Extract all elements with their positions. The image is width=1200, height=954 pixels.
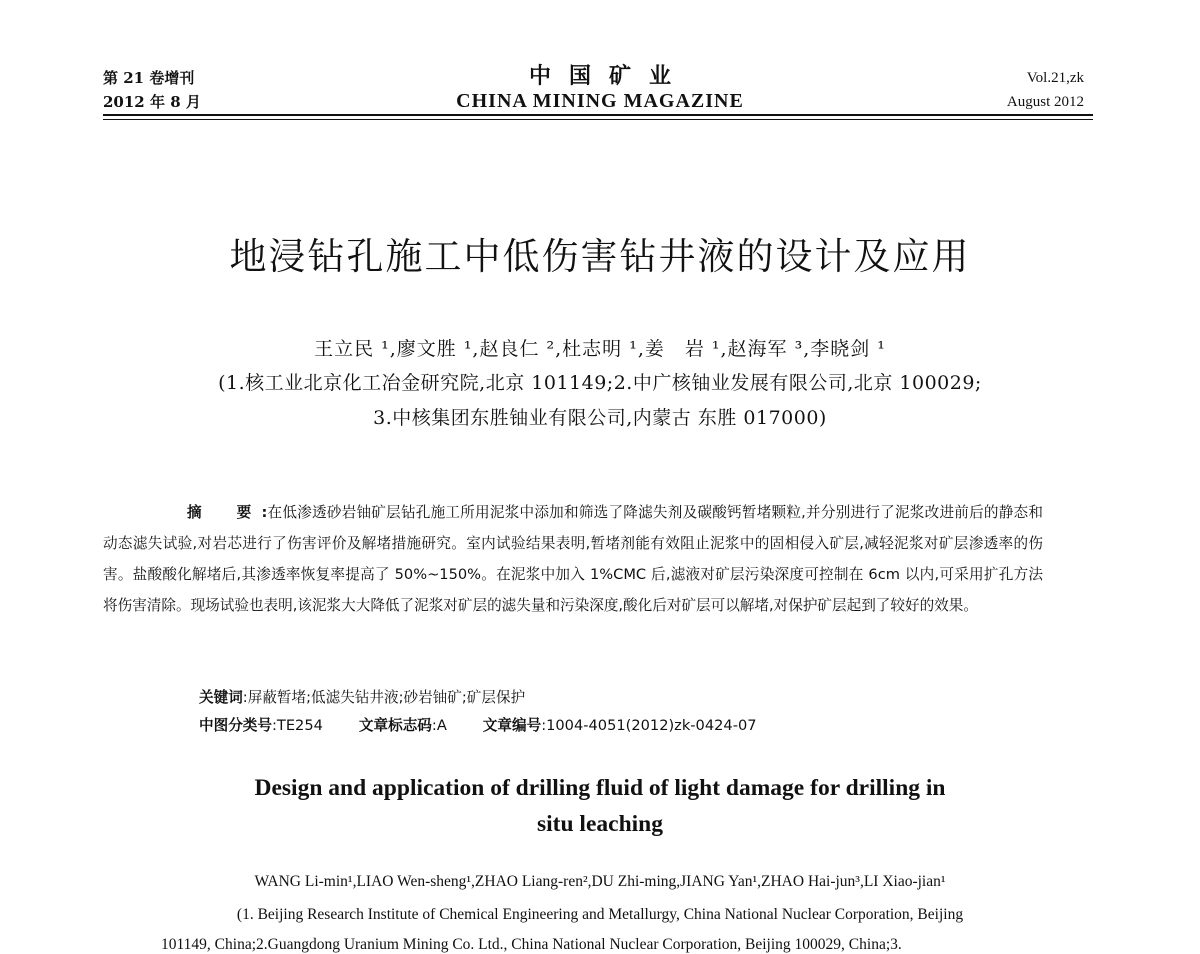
- doc-code-value: A: [436, 717, 447, 734]
- abstract-text: 在低渗透砂岩铀矿层钻孔施工所用泥浆中添加和筛选了降滤失剂及碳酸钙暂堵颗粒,并分别进行了泥浆改进前后的静态和动态滤失试验,对岩芯进行了伤害评价及解堵措施研究。室内试验结果表明,暂堵剂能有效阻止泥浆中的固相侵入矿层,减轻泥浆对矿层渗透率的伤害。盐酸酸化解堵后,其渗透率恢复率提高了 50%~150%。在泥浆中加入 1%CMC 后,滤液对矿层污染深度可控制在 6cm 以内,可采用扩孔方法将伤害清除。现场试验也表明,该泥浆大大降低了泥浆对矿层的滤失量和污染深度,酸化后对矿层可以解堵,对保护矿层起到了较好的效果。: [103, 504, 1043, 614]
- clc-value: TE254: [276, 717, 323, 734]
- volume-issue-en: Vol.21,zk: [1026, 70, 1084, 86]
- volume-issue-cn: 第 21 卷增刊: [103, 69, 195, 87]
- abstract-label: 摘 要: [187, 504, 262, 521]
- abstract-cn: 摘 要:在低渗透砂岩铀矿层钻孔施工所用泥浆中添加和筛选了降滤失剂及碳酸钙暂堵颗粒,并分别进行了泥浆改进前后的静态和动态滤失试验,对岩芯进行了伤害评价及解堵措施研究。室内试验结果表明,暂堵剂能有效阻止泥浆中的固相侵入矿层,减轻泥浆对矿层渗透率的伤害。盐酸酸化解堵后,其渗透率恢复率提高了 50%~150%。在泥浆中加入 1%CMC 后,滤液对矿层污染深度可控制在 6cm 以内,可采用扩孔方法将伤害清除。现场试验也表明,该泥浆大大降低了泥浆对矿层的滤失量和污染深度,酸化后对矿层可以解堵,对保护矿层起到了较好的效果。: [103, 504, 1043, 614]
- title-en-line2: situ leaching: [536, 811, 663, 837]
- paper-title-en: [0, 770, 1200, 842]
- keywords-text: 屏蔽暂堵;低滤失钻井液;砂岩铀矿;矿层保护: [247, 689, 526, 706]
- article-id-label: 文章编号: [482, 717, 542, 734]
- paper-title-cn: 地浸钻孔施工中低伤害钻井液的设计及应用: [229, 235, 971, 278]
- doc-code-label: 文章标志码: [358, 717, 432, 734]
- journal-name-en: CHINA MINING MAGAZINE: [456, 90, 744, 112]
- authors-cn: 王立民 ¹,廖文胜 ¹,赵良仁 ²,杜志明 ¹,姜 岩 ¹,赵海军 ³,李晓剑 ¹: [314, 338, 886, 360]
- header-rule-thin: [103, 119, 1093, 120]
- classification-line: 中图分类号:TE254 文章标志码:A 文章编号:1004-4051(2012)zk-0424-07: [199, 717, 757, 734]
- authors-en: WANG Li-min¹,LIAO Wen-sheng¹,ZHAO Liang-ren²,DU Zhi-ming,JIANG Yan¹,ZHAO Hai-jun³,LI Xiao-jian¹: [254, 873, 946, 890]
- title-en-line1: Design and application of drilling fluid of light damage for drilling in: [254, 775, 946, 801]
- affiliation-en-line1: (1. Beijing Research Institute of Chemical Engineering and Metallurgy, China National Nuclear Corporation, Beijing: [236, 906, 964, 923]
- affiliation-cn-line2: 3.中核集团东胜铀业有限公司,内蒙古 东胜 017000): [373, 407, 827, 429]
- journal-name-cn: 中国矿业: [528, 63, 689, 89]
- date-cn: 2012 年 8 月: [103, 93, 201, 111]
- clc-label: 中图分类号: [199, 717, 272, 734]
- article-id-value: 1004-4051(2012)zk-0424-07: [546, 717, 757, 734]
- keywords-label: 关键词: [199, 689, 243, 706]
- date-en: August 2012: [1006, 94, 1084, 110]
- keywords-cn: 关键词:屏蔽暂堵;低滤失钻井液;砂岩铀矿;矿层保护: [199, 689, 526, 706]
- affiliation-cn-line1: (1.核工业北京化工冶金研究院,北京 101149;2.中广核铀业发展有限公司,北京 100029;: [218, 372, 982, 394]
- header-rule-thick: [103, 114, 1093, 116]
- affiliation-en-line2: 101149, China;2.Guangdong Uranium Mining Co. Ltd., China National Nuclear Corporation, Beijing 100029, China;3.: [161, 936, 902, 953]
